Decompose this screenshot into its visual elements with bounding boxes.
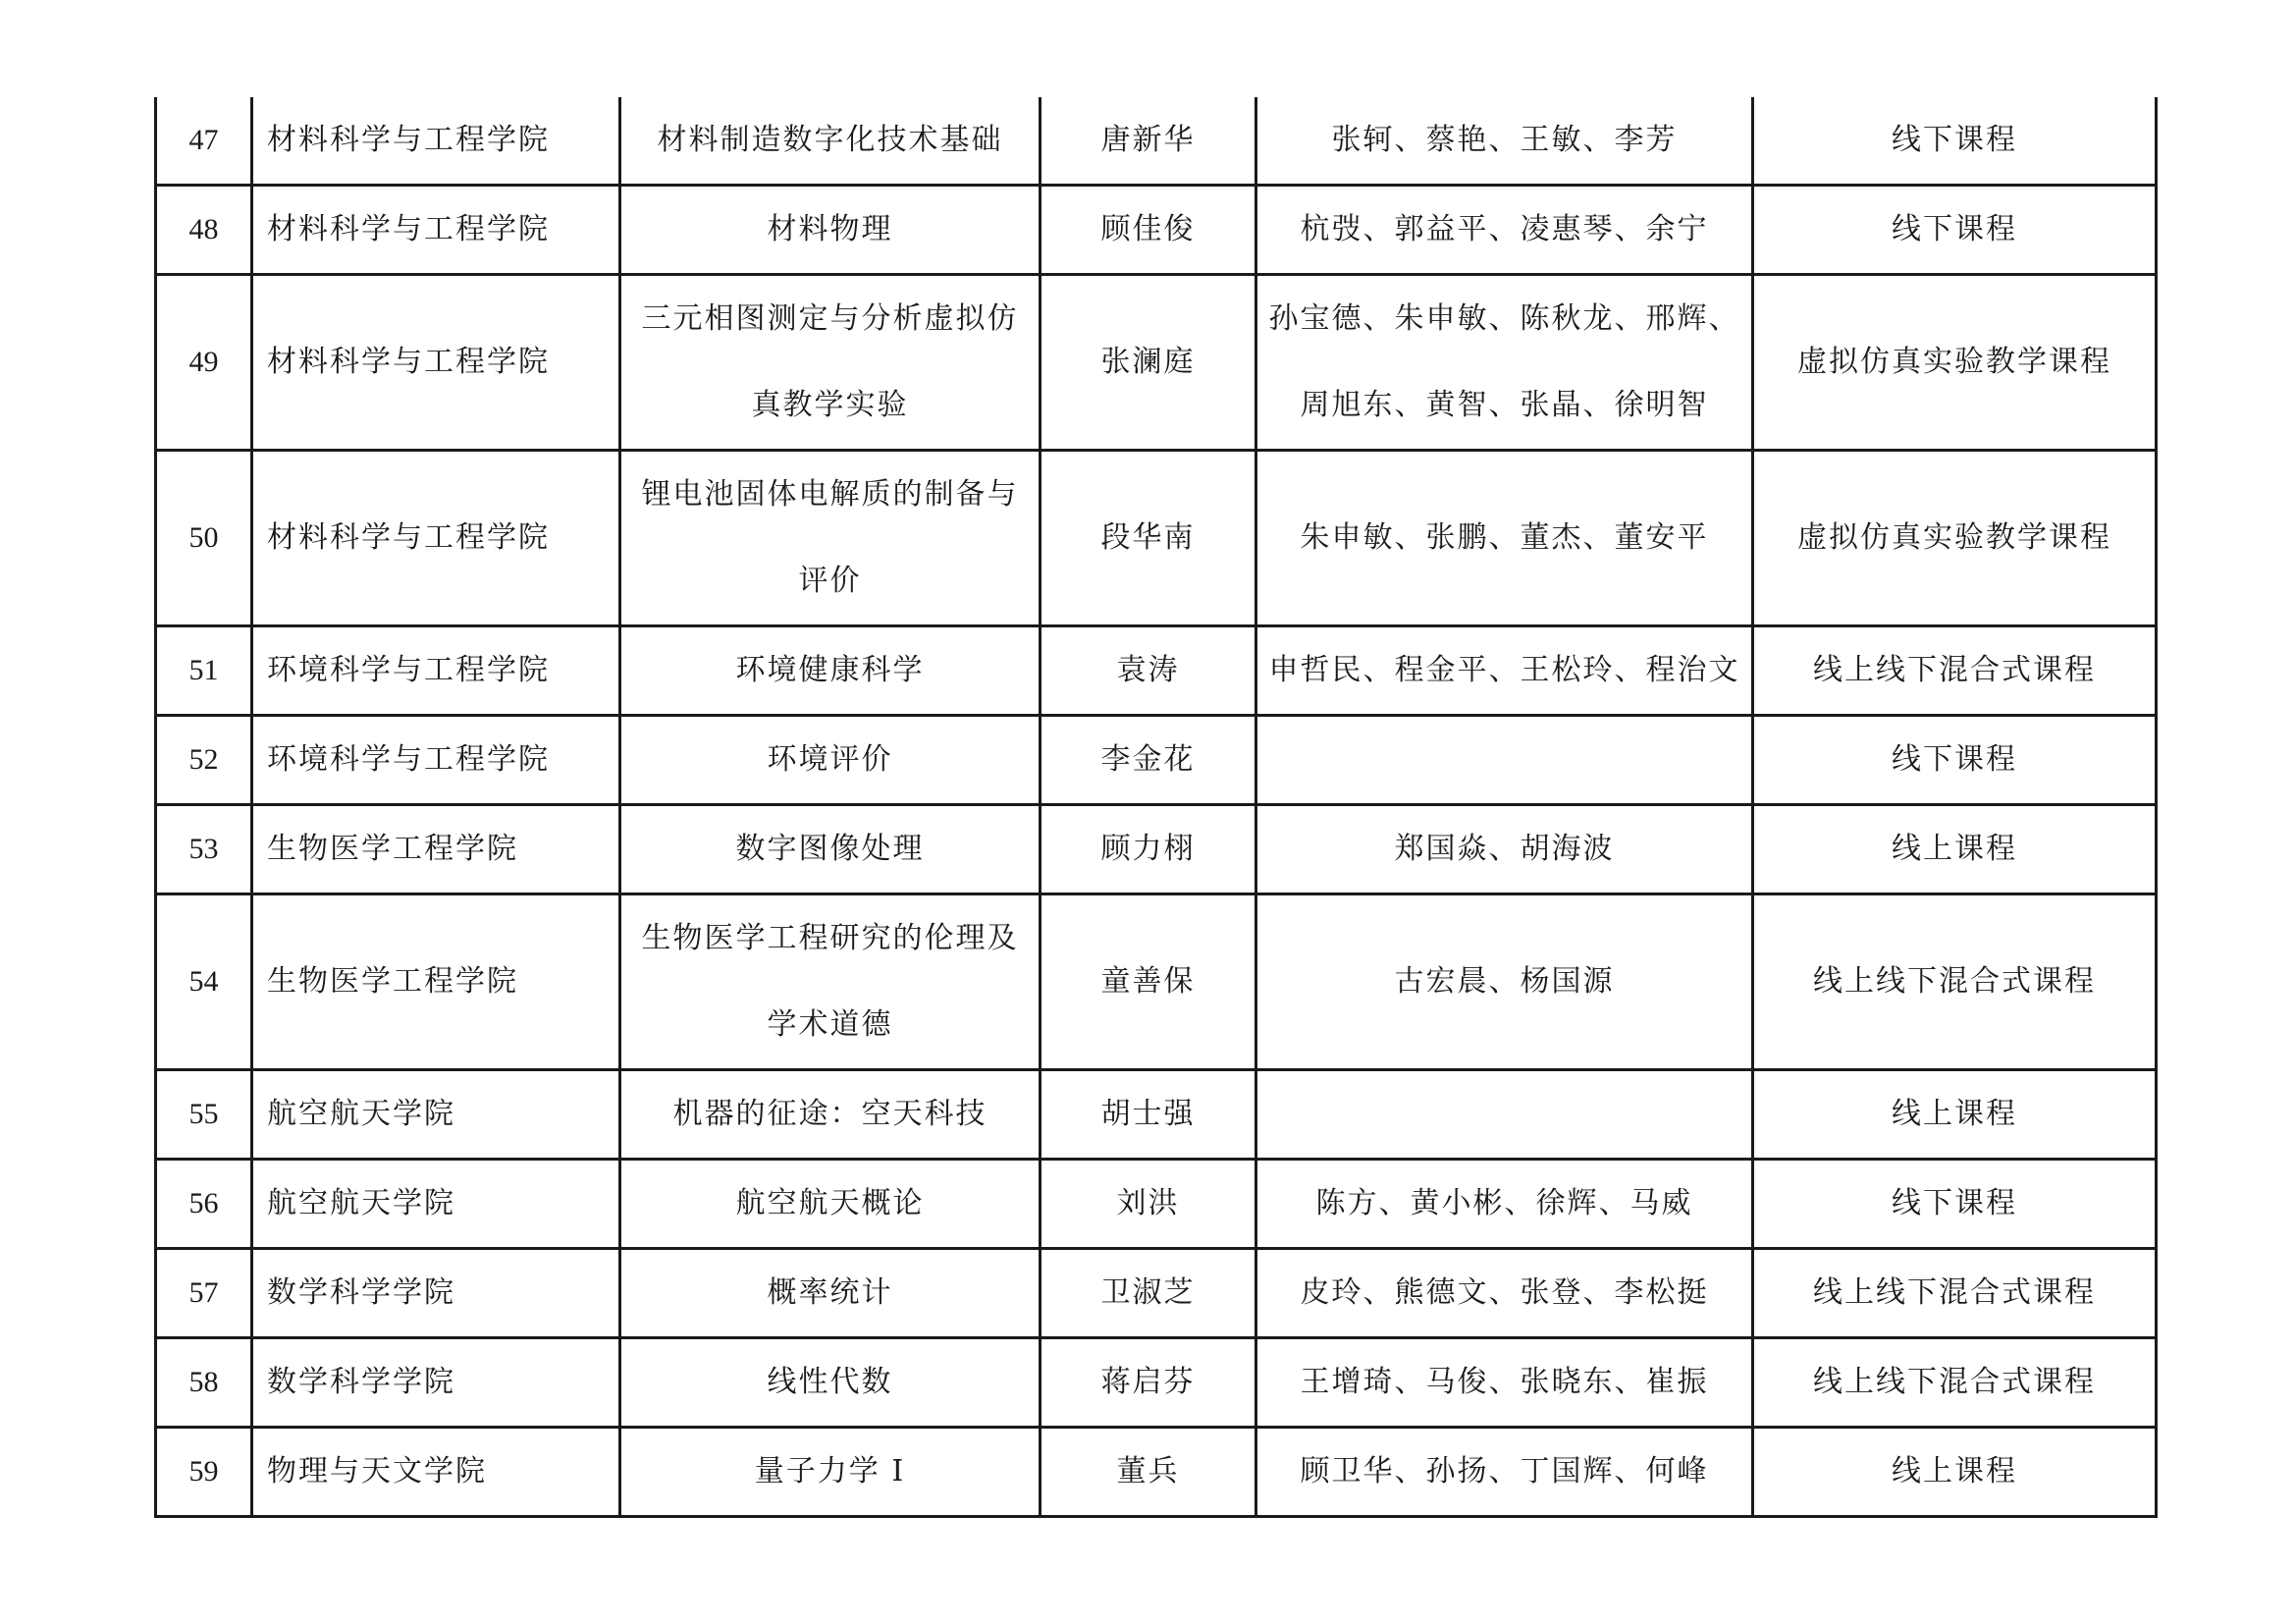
course-table [154,97,2158,1518]
course-name-line: 材料物理 [767,212,893,246]
row-number: 54 [156,894,252,1070]
course-name [620,97,1041,186]
row-number: 57 [156,1249,252,1338]
table-row [156,1160,2157,1249]
course-type: 线下课程 [1753,1160,2157,1249]
row-number: 50 [156,451,252,626]
course-name-line: 三元相图测定与分析虚拟仿 [641,301,1019,336]
college-name: 材料科学与工程学院 [252,186,620,275]
college-name: 材料科学与工程学院 [252,275,620,451]
team-members [1256,626,1753,716]
course-type: 线上课程 [1753,805,2157,894]
row-number: 49 [156,275,252,451]
course-name [620,1070,1041,1160]
course-leader: 蒋启芬 [1041,1338,1256,1428]
table-row [156,716,2157,805]
team-members [1256,805,1753,894]
course-type: 线上课程 [1753,1428,2157,1517]
team-members-line: 申哲民、程金平、王松玲、程治文 [1268,653,1740,687]
team-members [1256,1070,1753,1160]
course-name-line: 真教学实验 [751,388,909,422]
table-row [156,805,2157,894]
row-number: 47 [156,97,252,186]
team-members [1256,1338,1753,1428]
row-number: 58 [156,1338,252,1428]
course-leader: 卫淑芝 [1041,1249,1256,1338]
table-row [156,626,2157,716]
team-members-line: 陈方、黄小彬、徐辉、马威 [1315,1186,1693,1220]
college-name: 材料科学与工程学院 [252,451,620,626]
row-number: 59 [156,1428,252,1517]
course-leader: 段华南 [1041,451,1256,626]
course-name-line: 线性代数 [767,1365,893,1399]
team-members-line: 周旭东、黄智、张晶、徐明智 [1300,388,1709,422]
course-type: 线上线下混合式课程 [1753,626,2157,716]
team-members [1256,1160,1753,1249]
course-type: 虚拟仿真实验教学课程 [1753,275,2157,451]
course-name [620,275,1041,451]
team-members [1256,275,1753,451]
course-name [620,451,1041,626]
team-members-line: 郑国焱、胡海波 [1394,832,1615,866]
college-name: 环境科学与工程学院 [252,716,620,805]
course-type: 线上线下混合式课程 [1753,1249,2157,1338]
table-row [156,97,2157,186]
course-name [620,716,1041,805]
course-name-line: 量子力学 I [754,1454,906,1489]
course-name-line: 概率统计 [767,1275,893,1310]
table-row [156,894,2157,1070]
team-members-line: 孙宝德、朱申敏、陈秋龙、邢辉、 [1268,301,1740,336]
table-row [156,451,2157,626]
team-members [1256,1428,1753,1517]
course-name-line: 锂电池固体电解质的制备与 [641,477,1019,512]
row-number: 53 [156,805,252,894]
team-members [1256,186,1753,275]
college-name: 物理与天文学院 [252,1428,620,1517]
course-type: 线下课程 [1753,97,2157,186]
team-members-line: 王增琦、马俊、张晓东、崔振 [1300,1365,1709,1399]
course-name [620,186,1041,275]
course-type: 线上线下混合式课程 [1753,1338,2157,1428]
course-name-line: 环境健康科学 [735,653,925,687]
table-row [156,275,2157,451]
college-name: 生物医学工程学院 [252,805,620,894]
course-leader: 童善保 [1041,894,1256,1070]
course-leader: 张澜庭 [1041,275,1256,451]
course-name [620,1160,1041,1249]
course-name-line: 评价 [798,564,862,598]
team-members [1256,97,1753,186]
team-members [1256,716,1753,805]
course-name-line: 学术道德 [767,1007,893,1042]
college-name: 材料科学与工程学院 [252,97,620,186]
course-name [620,1249,1041,1338]
course-leader: 刘洪 [1041,1160,1256,1249]
team-members-line: 皮玲、熊德文、张登、李松挺 [1300,1275,1709,1310]
table-row [156,1428,2157,1517]
team-members [1256,451,1753,626]
college-name: 数学科学学院 [252,1338,620,1428]
course-leader: 顾佳俊 [1041,186,1256,275]
team-members-line: 朱申敏、张鹏、董杰、董安平 [1300,520,1709,555]
team-members-line: 张轲、蔡艳、王敏、李芳 [1331,123,1678,157]
course-name-line: 环境评价 [767,742,893,777]
course-type: 线上线下混合式课程 [1753,894,2157,1070]
course-leader: 胡士强 [1041,1070,1256,1160]
team-members-line: 古宏晨、杨国源 [1394,964,1615,999]
table-row [156,1070,2157,1160]
course-name-line: 航空航天概论 [735,1186,925,1220]
team-members [1256,1249,1753,1338]
college-name: 航空航天学院 [252,1070,620,1160]
course-leader: 董兵 [1041,1428,1256,1517]
team-members-line: 杭弢、郭益平、凌惠琴、余宁 [1300,212,1709,246]
course-name [620,1428,1041,1517]
college-name: 生物医学工程学院 [252,894,620,1070]
row-number: 51 [156,626,252,716]
course-name [620,1338,1041,1428]
table-row [156,1338,2157,1428]
course-name [620,626,1041,716]
course-leader: 袁涛 [1041,626,1256,716]
course-type: 虚拟仿真实验教学课程 [1753,451,2157,626]
course-name-line: 数字图像处理 [735,832,925,866]
course-type: 线下课程 [1753,186,2157,275]
course-type: 线下课程 [1753,716,2157,805]
course-leader: 李金花 [1041,716,1256,805]
table-row [156,1249,2157,1338]
table-body [156,97,2157,1517]
course-name-line: 材料制造数字化技术基础 [657,123,1003,157]
row-number: 52 [156,716,252,805]
college-name: 航空航天学院 [252,1160,620,1249]
team-members [1256,894,1753,1070]
college-name: 环境科学与工程学院 [252,626,620,716]
team-members-line: 顾卫华、孙扬、丁国辉、何峰 [1300,1454,1709,1489]
course-leader: 顾力栩 [1041,805,1256,894]
table-row [156,186,2157,275]
course-name [620,805,1041,894]
row-number: 56 [156,1160,252,1249]
row-number: 55 [156,1070,252,1160]
course-name-line: 机器的征途：空天科技 [672,1097,988,1131]
course-type: 线上课程 [1753,1070,2157,1160]
course-leader: 唐新华 [1041,97,1256,186]
course-name [620,894,1041,1070]
row-number: 48 [156,186,252,275]
course-name-line: 生物医学工程研究的伦理及 [641,921,1019,955]
college-name: 数学科学学院 [252,1249,620,1338]
